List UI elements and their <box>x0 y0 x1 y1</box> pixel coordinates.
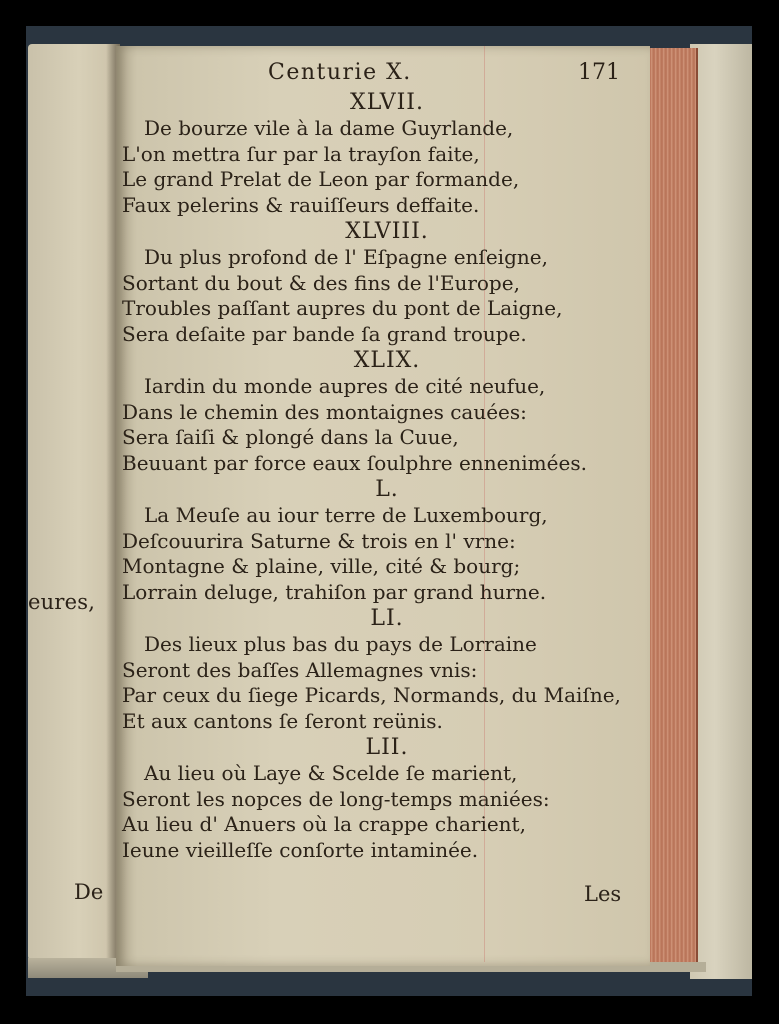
quatrain-text-block <box>122 90 642 864</box>
verse-line: Troubles paſſant aupres du pont de Laigne, <box>122 296 563 321</box>
verse-line: Sera deſaite par bande ſa grand troupe. <box>122 322 527 347</box>
verse-line: Faux pelerins & rauiſſeurs deffaite. <box>122 193 480 218</box>
verse-line: L'on mettra ſur par la trayſon faite, <box>122 141 480 166</box>
verse-line: Seront des baſſes Allemagnes vnis: <box>122 657 478 682</box>
verse-line: Ieune vieilleſſe conſorte intaminée. <box>122 838 479 863</box>
verse-line: Beuuant par force eaux ſoulphre ennenimées. <box>122 451 587 476</box>
verse-line: Montagne & plaine, ville, cité & bourg; <box>122 554 521 579</box>
verse-line: La Meuſe au iour terre de Luxembourg, <box>144 502 548 527</box>
left-page-catchword: De <box>74 880 104 904</box>
verse-line: Du plus profond de l' Eſpagne enſeigne, <box>144 244 548 269</box>
verse-line: Seront les nopces de long-temps maniées: <box>122 786 550 811</box>
verse-line: Iardin du monde aupres de cité neufue, <box>144 373 546 398</box>
running-head: Centurie X. <box>268 60 412 85</box>
scan-frame-bottom <box>0 996 779 1024</box>
quatrain-number: XLVII. <box>350 90 424 115</box>
verse-line: Le grand Prelat de Leon par formande, <box>122 167 520 192</box>
page-number: 171 <box>578 60 620 85</box>
quatrain-number: LII. <box>365 734 409 760</box>
red-page-edges <box>648 48 698 968</box>
verse-line: Dans le chemin des montaignes cauées: <box>122 399 527 424</box>
left-page-text-fragment: eures, <box>28 590 96 614</box>
verse-line: Lorrain deluge, trahiſon par grand hurne. <box>122 580 547 605</box>
verse-line: Des lieux plus bas du pays de Lorraine <box>144 631 537 656</box>
verse-line: De bourze vile à la dame Guyrlande, <box>144 115 514 140</box>
quatrain-number: LI. <box>370 605 404 631</box>
quatrain-number: L. <box>375 476 399 502</box>
verse-line: Au lieu d' Anuers où la crappe charient, <box>122 812 526 837</box>
verse-line: Et aux cantons ſe ſeront reünis. <box>122 709 443 734</box>
verse-line: Au lieu où Laye & Scelde ſe marient, <box>144 760 518 785</box>
verse-line: Par ceux du ſiege Picards, Normands, du Maiſne, <box>122 683 621 708</box>
verse-line: Sortant du bout & des fins de l'Europe, <box>122 270 520 295</box>
right-page-catchword: Les <box>584 882 622 906</box>
quatrain-number: XLVIII. <box>345 218 429 244</box>
book-cover-edge <box>690 44 752 979</box>
left-page <box>28 44 120 962</box>
verse-line: Deſcouurira Saturne & trois en l' vrne: <box>122 528 516 553</box>
quatrain-number: XLIX. <box>353 347 421 373</box>
verse-line: Sera ſaiſi & plongé dans la Cuue, <box>122 425 459 450</box>
